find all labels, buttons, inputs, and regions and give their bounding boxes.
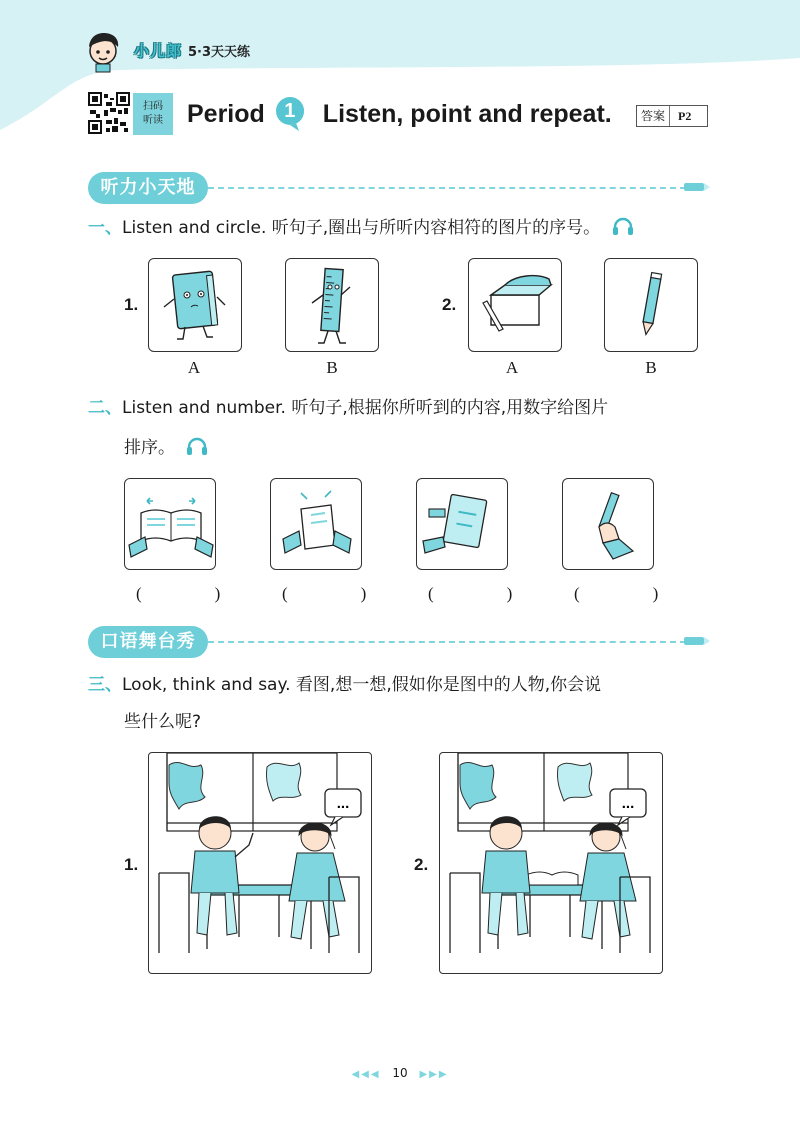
answer-blank[interactable]: ( ) (136, 584, 249, 603)
pencil-drawing-icon (605, 259, 698, 352)
section-divider (208, 187, 686, 189)
page-number: 10 (392, 1066, 408, 1080)
question-number: 三、 (88, 675, 122, 695)
classroom-scene-reading (440, 753, 663, 974)
section-divider (208, 641, 686, 643)
book-character-icon (149, 259, 242, 352)
question-2 (88, 396, 608, 420)
answer-reference (636, 105, 708, 127)
picture-ruler[interactable] (285, 258, 379, 352)
question-1 (88, 216, 634, 240)
prev-arrows-icon: ◀◀◀ (351, 1069, 381, 1080)
headphones-icon[interactable] (186, 436, 208, 456)
question-2-continued: 排序。 (124, 436, 208, 460)
picture-hold-pencil[interactable] (562, 478, 654, 570)
classroom-scene-talking (149, 753, 372, 974)
picture-pencil[interactable] (604, 258, 698, 352)
speech-bubble-text: ... (336, 795, 350, 812)
pencil-icon (684, 182, 710, 192)
option-label: B (326, 358, 338, 377)
brand-logo-text: 小儿郎 (134, 41, 183, 60)
headphones-icon[interactable] (612, 216, 634, 236)
open-book-hands-icon (125, 479, 216, 570)
question-text: Look, think and say. 看图,想一想,假如你是图中的人物,你会说 (122, 675, 602, 695)
scene-picture-1[interactable] (148, 752, 372, 974)
option-label: A (187, 358, 201, 377)
pencil-box-icon (469, 259, 562, 352)
section-speaking-tag: 口语舞台秀 (88, 626, 208, 658)
period-word: Period (187, 99, 265, 128)
ruler-character-icon (286, 259, 379, 352)
section-listening-tag: 听力小天地 (88, 172, 208, 204)
option-label: B (645, 358, 657, 377)
pencil-icon (684, 636, 710, 646)
holding-pencil-icon (563, 479, 654, 570)
question-number: 二、 (88, 398, 122, 418)
item-number: 2. (414, 855, 429, 874)
picture-book[interactable] (148, 258, 242, 352)
period-number-badge: 1 (275, 96, 311, 132)
answer-blank[interactable]: ( ) (574, 584, 687, 603)
option-label: A (505, 358, 519, 377)
lesson-title (187, 96, 612, 132)
closing-book-icon (271, 479, 362, 570)
answer-blank[interactable]: ( ) (282, 584, 395, 603)
question-text: Listen and number. 听句子,根据你所听到的内容,用数字给图片 (122, 398, 609, 418)
boy-mascot-icon (80, 27, 126, 73)
brand-subtitle: 5·3天天练 (188, 44, 251, 60)
period-title: Listen, point and repeat. (322, 99, 612, 128)
speech-bubble-text: ... (621, 795, 635, 812)
question-3-continued: 些什么呢? (124, 712, 202, 732)
item-number: 1. (124, 295, 139, 314)
answer-page: P2 (678, 108, 692, 123)
picture-show-book[interactable] (416, 478, 508, 570)
question-number: 一、 (88, 218, 122, 238)
item-number: 1. (124, 855, 139, 874)
brand-header (80, 30, 250, 70)
item-number: 2. (442, 295, 457, 314)
showing-book-icon (417, 479, 508, 570)
scan-to-listen-label: 扫码 听读 (133, 93, 173, 135)
next-arrows-icon: ▶▶▶ (419, 1069, 449, 1080)
answer-label: 答案 (637, 106, 670, 126)
picture-open-book[interactable] (124, 478, 216, 570)
question-3 (88, 673, 601, 697)
answer-blank[interactable]: ( ) (428, 584, 541, 603)
question-text: Listen and circle. 听句子,圈出与所听内容相符的图片的序号。 (122, 218, 601, 238)
scene-picture-2[interactable] (439, 752, 663, 974)
page-footer (0, 1066, 800, 1080)
picture-close-book[interactable] (270, 478, 362, 570)
picture-pencil-box[interactable] (468, 258, 562, 352)
qr-code-icon[interactable] (88, 92, 130, 134)
